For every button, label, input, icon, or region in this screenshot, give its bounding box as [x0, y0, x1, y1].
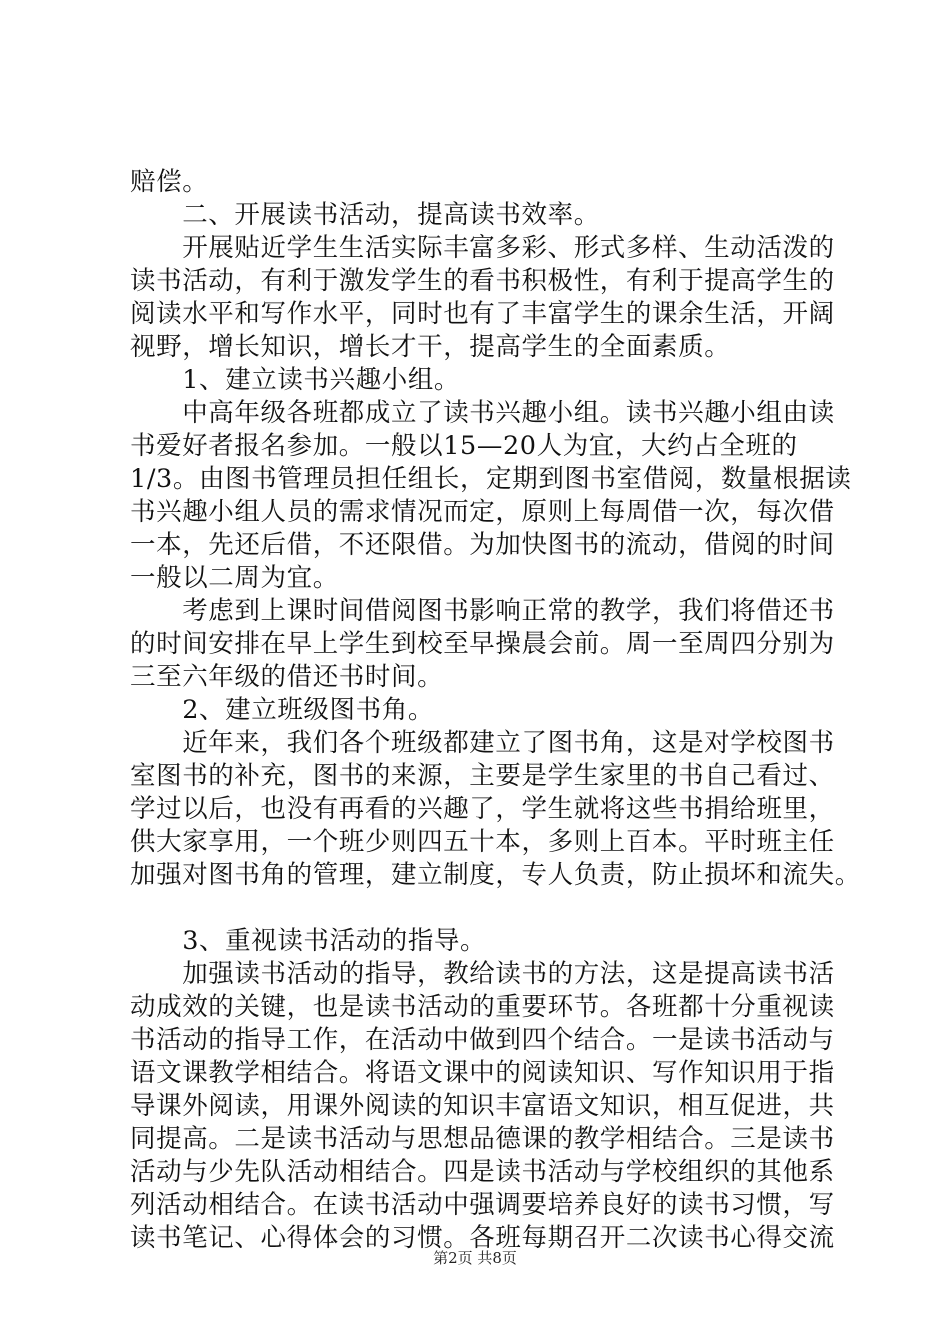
- text-line: 视野，增长知识，增长才干，提高学生的全面素质。: [130, 332, 731, 362]
- text-line: 1/3。由图书管理员担任组长，定期到图书室借阅，数量根据读: [130, 464, 852, 494]
- text-line: 学过以后，也没有再看的兴趣了，学生就将这些书捐给班里，: [130, 794, 835, 824]
- text-line: 三至六年级的借还书时间。: [130, 662, 444, 692]
- text-line: 书活动的指导工作，在活动中做到四个结合。一是读书活动与: [130, 1025, 835, 1055]
- text-line: 3、重视读书活动的指导。: [130, 926, 487, 956]
- text-line: 中高年级各班都成立了读书兴趣小组。读书兴趣小组由读: [130, 398, 835, 428]
- text-line: 近年来，我们各个班级都建立了图书角，这是对学校图书: [130, 728, 835, 758]
- text-line: 书兴趣小组人员的需求情况而定，原则上每周借一次，每次借: [130, 497, 835, 527]
- text-line: 阅读水平和写作水平，同时也有了丰富学生的课余生活，开阔: [130, 299, 835, 329]
- text-line: 考虑到上课时间借阅图书影响正常的教学，我们将借还书: [130, 596, 835, 626]
- text-line: 读书笔记、心得体会的习惯。各班每期召开二次读书心得交流: [130, 1223, 835, 1253]
- text-line: 的时间安排在早上学生到校至早操晨会前。周一至周四分别为: [130, 629, 835, 659]
- text-line: 同提高。二是读书活动与思想品德课的教学相结合。三是读书: [130, 1124, 835, 1154]
- text-line: 一本，先还后借，不还限借。为加快图书的流动，借阅的时间: [130, 530, 835, 560]
- text-line: 1、建立读书兴趣小组。: [130, 365, 461, 395]
- text-line: 加强对图书角的管理，建立制度，专人负责，防止损坏和流失。: [130, 860, 861, 890]
- body-text: [130, 166, 861, 1255]
- text-line: 开展贴近学生生活实际丰富多彩、形式多样、生动活泼的: [130, 233, 835, 263]
- page-footer: 第2页 共8页: [433, 1249, 517, 1267]
- text-line: 书爱好者报名参加。一般以15—20人为宜，大约占全班的: [130, 431, 798, 461]
- text-line: [130, 892, 842, 925]
- text-line: 读书活动，有利于激发学生的看书积极性，有利于提高学生的: [130, 266, 835, 296]
- text-line: 语文课教学相结合。将语文课中的阅读知识、写作知识用于指: [130, 1058, 835, 1088]
- text-line: 导课外阅读，用课外阅读的知识丰富语文知识，相互促进，共: [130, 1091, 835, 1121]
- text-line: 室图书的补充，图书的来源，主要是学生家里的书自己看过、: [130, 761, 835, 791]
- text-line: 供大家享用，一个班少则四五十本，多则上百本。平时班主任: [130, 827, 835, 857]
- text-line: 加强读书活动的指导，教给读书的方法，这是提高读书活: [130, 959, 835, 989]
- text-line: 列活动相结合。在读书活动中强调要培养良好的读书习惯，写: [130, 1190, 835, 1220]
- text-line: 2、建立班级图书角。: [130, 695, 434, 725]
- text-line: 赔偿。: [130, 167, 209, 197]
- text-line: 活动与少先队活动相结合。四是读书活动与学校组织的其他系: [130, 1157, 835, 1187]
- text-line: 二、开展读书活动，提高读书效率。: [130, 200, 600, 230]
- text-line: 动成效的关键，也是读书活动的重要环节。各班都十分重视读: [130, 992, 835, 1022]
- text-line: 一般以二周为宜。: [130, 563, 339, 593]
